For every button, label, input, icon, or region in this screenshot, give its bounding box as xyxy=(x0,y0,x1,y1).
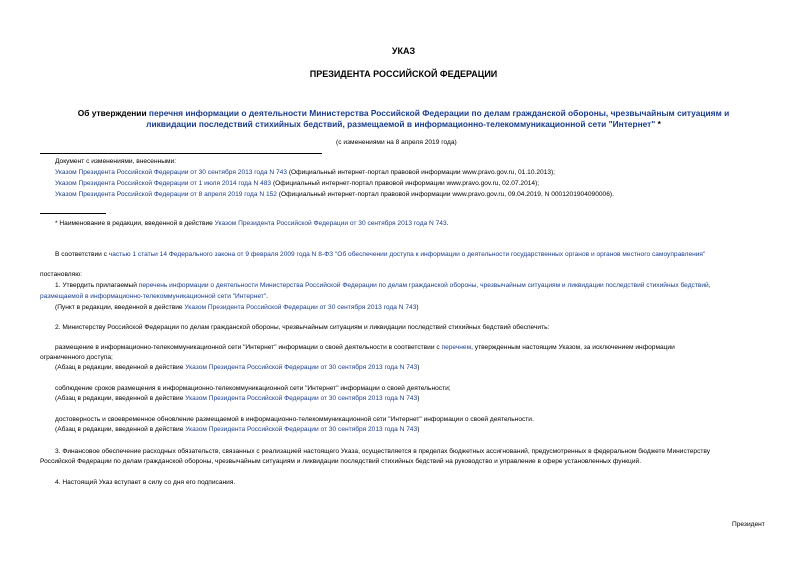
note-link[interactable]: Указом Президента Российской Федерации от 30 сентября 2013 года N 743 xyxy=(185,426,418,433)
note-link[interactable]: Указом Президента Российской Федерации от 30 сентября 2013 года N 743 xyxy=(184,304,417,311)
document-heading xyxy=(0,108,807,130)
document-issuer: ПРЕЗИДЕНТА РОССИЙСКОЙ ФЕДЕРАЦИИ xyxy=(309,69,498,79)
note-prefix: (Абзац в редакции, введенной в действие xyxy=(55,395,186,402)
footnote-prefix: * Наименование в редакции, введенной в действие xyxy=(55,220,215,227)
amendment-link[interactable]: Указом Президента Российской Федерации от 1 июля 2014 года N 483 xyxy=(55,180,272,187)
item-2: 2. Министерству Российской Федерации по делам гражданской обороны, чрезвычайным ситуациям и ликвидации последствий стихийных бедствий обеспечить: xyxy=(55,324,550,331)
item-2a xyxy=(55,343,675,352)
note-suffix: ) xyxy=(417,364,420,371)
signature-title: Президент xyxy=(732,521,765,528)
heading-suffix: * xyxy=(655,119,661,129)
item-2a-note xyxy=(55,363,419,372)
item-1-suffix: . xyxy=(266,293,269,300)
item-3-cont: Российской Федерации по делам гражданской обороны, чрезвычайным ситуациям и ликвидации последствий стихийных бедствий на руководство и управление в сфере установленных функций. xyxy=(40,458,642,465)
item-2a-cont: ограниченного доступа; xyxy=(40,354,113,361)
item-1-prefix: 1. Утвердить прилагаемый xyxy=(55,282,139,289)
preamble-law-link[interactable]: частью 1 статьи 14 Федерального закона от 9 февраля 2009 года N 8-ФЗ "Об обеспечении доступа к информации о деятельности государственных органов и органов местного самоуправления" xyxy=(108,251,706,258)
amendment-text: (Официальный интернет-портал правовой информации www.pravo.gov.ru, 02.07.2014); xyxy=(271,180,540,187)
heading-link-line1[interactable]: перечня информации о деятельности Министерства Российской Федерации по делам гражданской обороны, чрезвычайным ситуациям и xyxy=(148,108,730,118)
item-2c-note xyxy=(55,425,419,434)
item-1-list-link[interactable]: перечень информации о деятельности Министерства Российской Федерации по делам гражданской обороны, чрезвычайным ситуациям и ликвидации последствий стихийных бедствий, xyxy=(138,282,711,289)
note-prefix: (Абзац в редакции, введенной в действие xyxy=(55,426,186,433)
heading-prefix: Об утверждении xyxy=(77,108,149,118)
heading-link-line2[interactable]: ликвидации последствий стихийных бедствий, размещаемой в информационно-телекоммуникационной сети "Интернет" xyxy=(146,119,656,129)
footnote-link[interactable]: Указом Президента Российской Федерации от 30 сентября 2013 года N 743 xyxy=(214,220,447,227)
preamble-prefix: В соответствии с xyxy=(55,251,109,258)
item-1-list-link-cont[interactable]: размещаемой в информационно-телекоммуникационной сети "Интернет" xyxy=(40,293,267,300)
changes-note: (с изменениями на 8 апреля 2019 года) xyxy=(336,139,457,146)
item-1 xyxy=(55,281,711,290)
note-suffix: ) xyxy=(417,395,420,402)
decree-word: постановляю: xyxy=(40,271,83,278)
item-2c: достоверность и своевременное обновление размещаемой в информационно-телекоммуникационной сети "Интернет" информации о своей деятельности. xyxy=(55,416,534,423)
item-1-cont xyxy=(40,292,268,301)
amendment-link[interactable]: Указом Президента Российской Федерации от 8 апреля 2019 года N 152 xyxy=(55,191,277,198)
item-1-note xyxy=(55,303,419,312)
divider-footnote xyxy=(40,213,106,214)
amendment-link[interactable]: Указом Президента Российской Федерации от 30 сентября 2013 года N 743 xyxy=(55,169,287,176)
amendment-text: (Официальный интернет-портал правовой информации www.pravo.gov.ru, 01.10.2013); xyxy=(287,169,556,176)
footnote xyxy=(55,219,448,228)
note-prefix: (Абзац в редакции, введенной в действие xyxy=(55,364,186,371)
item-2b-note xyxy=(55,394,419,403)
item-2a-suffix: , утвержденным настоящим Указом, за исключением информации xyxy=(471,344,675,351)
amendment-item xyxy=(55,168,555,177)
note-link[interactable]: Указом Президента Российской Федерации от 30 сентября 2013 года N 743 xyxy=(185,395,418,402)
footnote-suffix: . xyxy=(446,220,449,227)
item-2b: соблюдение сроков размещения в информационно-телекоммуникационной сети "Интернет" информации о своей деятельности; xyxy=(55,385,451,392)
document-type: УКАЗ xyxy=(391,46,416,56)
preamble xyxy=(55,250,705,259)
item-2a-prefix: размещение в информационно-телекоммуникационной сети "Интернет" информации о своей деятельности в соответствии с xyxy=(55,344,442,351)
divider-top xyxy=(40,153,322,154)
item-4: 4. Настоящий Указ вступает в силу со дня его подписания. xyxy=(55,479,236,486)
amendment-item xyxy=(55,179,539,188)
note-suffix: ) xyxy=(417,426,420,433)
amendments-intro: Документ с изменениями, внесенными: xyxy=(55,158,177,165)
item-3: 3. Финансовое обеспечение расходных обязательств, связанных с реализацией настоящего Указа, осуществляется в пределах бюджетных ассигнований, предусмотренных в федеральном бюджете Министерству xyxy=(55,448,711,455)
note-suffix: ) xyxy=(416,304,419,311)
item-2a-list-link[interactable]: перечнем xyxy=(441,344,472,351)
amendment-item xyxy=(55,190,614,199)
note-prefix: (Пункт в редакции, введенной в действие xyxy=(55,304,185,311)
amendment-text: (Официальный интернет-портал правовой информации www.pravo.gov.ru, 09.04.2019, N 0001201904090006). xyxy=(276,191,614,198)
note-link[interactable]: Указом Президента Российской Федерации от 30 сентября 2013 года N 743 xyxy=(185,364,418,371)
